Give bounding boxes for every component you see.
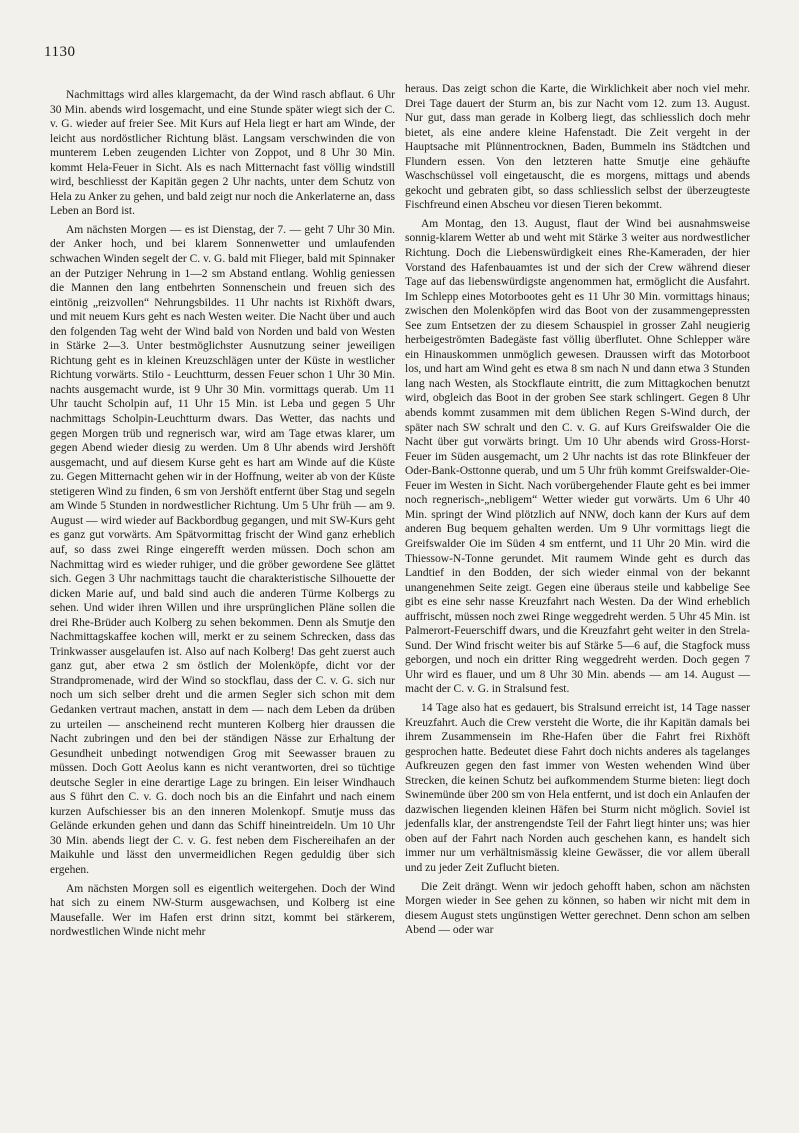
paragraph: Die Zeit drängt. Wenn wir jedoch gehofft haben, schon am nächsten Morgen wieder in See gehen zu können, so haben wir nicht mit dem in diesem August stets ungünstigen Wetter gerechnet. Denn schon am selben Abend — oder war: [405, 880, 750, 937]
page-number: 1130: [44, 44, 76, 60]
paragraph-continued: heraus. Das zeigt schon die Karte, die Wirklichkeit aber noch viel mehr. Drei Tage dauert der Sturm an, bis zur Nacht vom 12. zum 13. August. Nur gut, dass man gerade in Kolberg liegt, das schliesslich doch mehr bietet, als eine andere kleine Hafenstadt. Die Zeit vergeht in der Hauptsache mit Plünnentrocknen, Baden, Bummeln ins Städtchen und Flundern essen. Von den letzteren hatte Smutje eine gehäufte Waschschüssel voll eingetauscht, die es morgens, mittags und abends gekocht und gebraten gibt, so dass schliesslich selbst der überzeugteste Fischfreund einen Abscheu vor diesen Tieren bekommt.: [405, 83, 750, 212]
paragraph: Am Montag, den 13. August, flaut der Wind bei ausnahmsweise sonnig-klarem Wetter ab und weht mit Stärke 3 weiter aus nordwestlicher Richtung. Doch die Liebenswürdigkeit eines Rhe-Kameraden, der hier Vorstand des Hafenbauamtes ist und der sich der Crew während dieser Tage auf das liebenswürdigste angenommen hat, ermöglicht die Ausfahrt. Im Schlepp eines Motorbootes geht es 11 Uhr 30 Min. vormittags hinaus; zwischen den Molenköpfen wird das Boot von der zusammengepressten See zum Entsetzen der zu diesem Schauspiel in grosser Zahl neugierig herbeigeströmten Badegäste fast völlig überflutet. Ohne Schlepper wäre ein Hinauskommen unmöglich gewesen. Draussen wirft das Motorboot los, und hart am Wind geht es etwa 8 sm nach N und dann etwa 3 Stunden lang nach Westen, als Stockflaute eintritt, die zum Mittagkochen benutzt wird, obgleich das Boot in der groben See stark schlingert. Gegen 8 Uhr abends kommt zusammen mit dem üblichen Regen S-Wind durch, der später nach SW schralt und den C. v. G. auf Kurs Greifswalder Oie die Nacht über gut vorwärts bringt. Um 10 Uhr abends wird Gross-Horst-Feuer im Süden ausgemacht, um 2 Uhr nachts ist das rote Blinkfeuer der Oder-Bank-Osttonne querab, und um 5 Uhr früh kommt Greifswalder-Oie-Feuer im Westen in Sicht. Nach vorübergehender Flaute geht es bei immer noch regnerisch-„nebligem“ Wetter wieder gut vorwärts. Um 6 Uhr 40 Min. springt der Wind plötzlich auf NNW, doch kann der Kurs auf dem anderen Bug bequem gehalten werden. Um 9 Uhr vormittags liegt die Greifswalder Oie im Süden 4 sm entfernt, und 11 Uhr 20 Min. wird die Thiessow-N-Tonne gerundet. Mit raumem Winde geht es durch das Landtief in den Bodden, der sich wieder einmal von der bekannt unangenehmen Seite zeigt. Gegen eine überaus steile und kabbelige See gibt es eine sehr nasse Kreuzfahrt nach Westen. Da der Wind erheblich auffrischt, müssen noch zwei Ringe weggedreht werden. 5 Uhr 45 Min. ist Palmerort-Feuerschiff dwars, und die Kreuzfahrt geht weiter in den Strela-Sund. Der Wind frischt weiter bis auf Stärke 5—6 auf, die Stagfock muss geborgen, und noch ein dritter Ring weggedreht werden. Doch gegen 7 Uhr wird es flauer, und um 8 Uhr 30 Min. abends — am 14. August — macht der C. v. G. in Stralsund fest.: [405, 217, 750, 696]
left-column: [50, 88, 395, 940]
paragraph: 14 Tage also hat es gedauert, bis Stralsund erreicht ist, 14 Tage nasser Kreuzfahrt. Auch die Crew versteht die Worte, die ihr Kapitän damals bei ihrem Zusammensein im Rhe-Hafen über die Fahrt frei Rixhöft gesprochen hatte. Bedeutet diese Fahrt doch nichts anderes als tagelanges Aufkreuzen gegen den fast immer von Westen wehenden Wind über Strecken, die keinen Schutz bei aufkommendem Sturme bieten: liegt doch Swinemünde über 200 sm von Hela entfernt, und ist doch ein Anlaufen der dazwischen liegenden kleinen Häfen bei Sturm nicht möglich. Soviel ist jedenfalls klar, der anstrengendste Teil der Fahrt liegt hinter uns; was hier oben auf der Fahrt nach Norden auch geschehen kann, es handelt sich immer nur um verhältnismässig kleine Gewässer, die vor allem überall und zu jeder Zeit Zuflucht bieten.: [405, 701, 750, 874]
paragraph: Am nächsten Morgen soll es eigentlich weitergehen. Doch der Wind hat sich zu einem NW-Sturm ausgewachsen, und Kolberg ist eine Mausefalle. Wer im Hafen erst drinn sitzt, kommt bei stärkerem, nordwestlichen Winde nicht mehr: [50, 882, 395, 939]
paragraph: Am nächsten Morgen — es ist Dienstag, der 7. — geht 7 Uhr 30 Min. der Anker hoch, und bei klarem Sonnenwetter und umlaufenden schwachen Winden segelt der C. v. G. bald mit Flieger, bald mit Spinnaker an der Putziger Nehrung in 1—2 sm Abstand entlang. Wohlig geniessen die Mannen den lang entbehrten Sonnenschein und freuen sich des eintönig „reizvollen“ Nehrungsbildes. 11 Uhr nachts ist Rixhöft dwars, und mit neuem Kurs geht es nach Westen weiter. Die Nacht über und auch den folgenden Tag weht der Wind bald von Norden und bald von Westen in Stärke 2—3. Unter bestmöglichster Ausnutzung seiner jeweiligen Richtung geht es in kleinen Kreuzschlägen unter der Küste in westlicher Richtung vorwärts. Stilo - Leuchtturm, dessen Feuer schon 1 Uhr 30 Min. nachts ausgemacht wurde, ist 9 Uhr 30 Min. vormittags querab. Um 11 Uhr taucht Scholpin auf, 11 Uhr 15 Min. ist Leba und gegen 5 Uhr nachmittags Scholpin-Leuchtturm dwars. Das Wetter, das nachts und gegen Morgen trüb und regnerisch war, wird am Tage etwas klarer, um gegen Abend wieder diesig zu werden. Um 8 Uhr abends wird Jershöft ausgemacht, und auf diesem Kurse geht es hart am Winde auf die Küste zu. Gegen Mitternacht gehen wir in der Hoffnung, weiter ab von der Küste stetigeren Wind zu finden, 6 sm von Jershöft entfernt über Stag und segeln am Winde 5 Stunden in nordwestlicher Richtung. Um 5 Uhr früh — am 9. August — wird wieder auf Backbordbug gegangen, und mit SW-Kurs geht es ganz gut vorwärts. Am Spätvormittag frischt der Wind ganz erheblich auf, so dass zwei Ringe eingerefft werden müssen. Doch schon am Nachmittag wird es wieder ruhiger, und die gröber gewordene See glättet sich. Gegen 3 Uhr nachmittags taucht die charakteristische Silhouette der dicken Marie auf, und bald sind auch die anderen Türme Kolbergs zu sehen. Und wider ihren Willen und ihre ursprünglichen Pläne sollen die drei Rhe-Brüder auch Kolberg zu sehen bekommen. Denn als Smutje den Nachmittagskaffee kochen will, merkt er zu seinem Schrecken, dass das Trinkwasser ausgelaufen ist. Also auf nach Kolberg! Das geht zuerst auch ganz gut, aber etwa 2 sm östlich der Molenköpfe, dicht vor der Strandpromenade, wird der Wind so stockflau, dass der C. v. G. sich nur noch um sich selber dreht und die armen Segler sich schon mit dem Gedanken vertraut machen, anstatt in dem — nach dem Leben da drüben zu urteilen — anscheinend recht munteren Kolberg hier draussen die Nacht zubringen und den bei der ständigen Nässe zur Erhaltung der Gesundheit unbedingt notwendigen Grog mit Seewasser brauen zu müssen. Doch Gott Aeolus kann es nicht verantworten, drei so tüchtige deutsche Segler in eine derartige Lage zu bringen. Ein leiser Windhauch aus S führt den C. v. G. doch noch bis an die Einfahrt und nach einem kurzen Aufschiesser bis an den inneren Molenkopf. Smutje muss das Gelände erkunden gehen und dann das Schiff hineintreideln. Um 10 Uhr 30 Min. abends liegt der C. v. G. fest neben dem Fischereihafen an der Maikuhle und lässt den unvermeidlichen Regen geduldig über sich ergehen.: [50, 223, 395, 876]
right-column: [405, 82, 750, 938]
paragraph: Nachmittags wird alles klargemacht, da der Wind rasch abflaut. 6 Uhr 30 Min. abends wird losgemacht, und eine Stunde später wiegt sich der C. v. G. wieder auf freier See. Mit Kurs auf Hela liegt er hart am Winde, der leicht aus nordöstlicher Richtung bläst. Langsam verschwinden die von munterem Leben zeugenden Lichter von Zoppot, und 8 Uhr 30 Min. kommt Hela-Feuer in Sicht. Als es nach Mitternacht fast völlig windstill wird, beschliesst der Kapitän gegen 2 Uhr nachts, unter dem Schutz von Hela zu Anker zu gehen, und bald zeigt nur noch die Ankerlaterne an, dass Leben an Bord ist.: [50, 89, 395, 218]
